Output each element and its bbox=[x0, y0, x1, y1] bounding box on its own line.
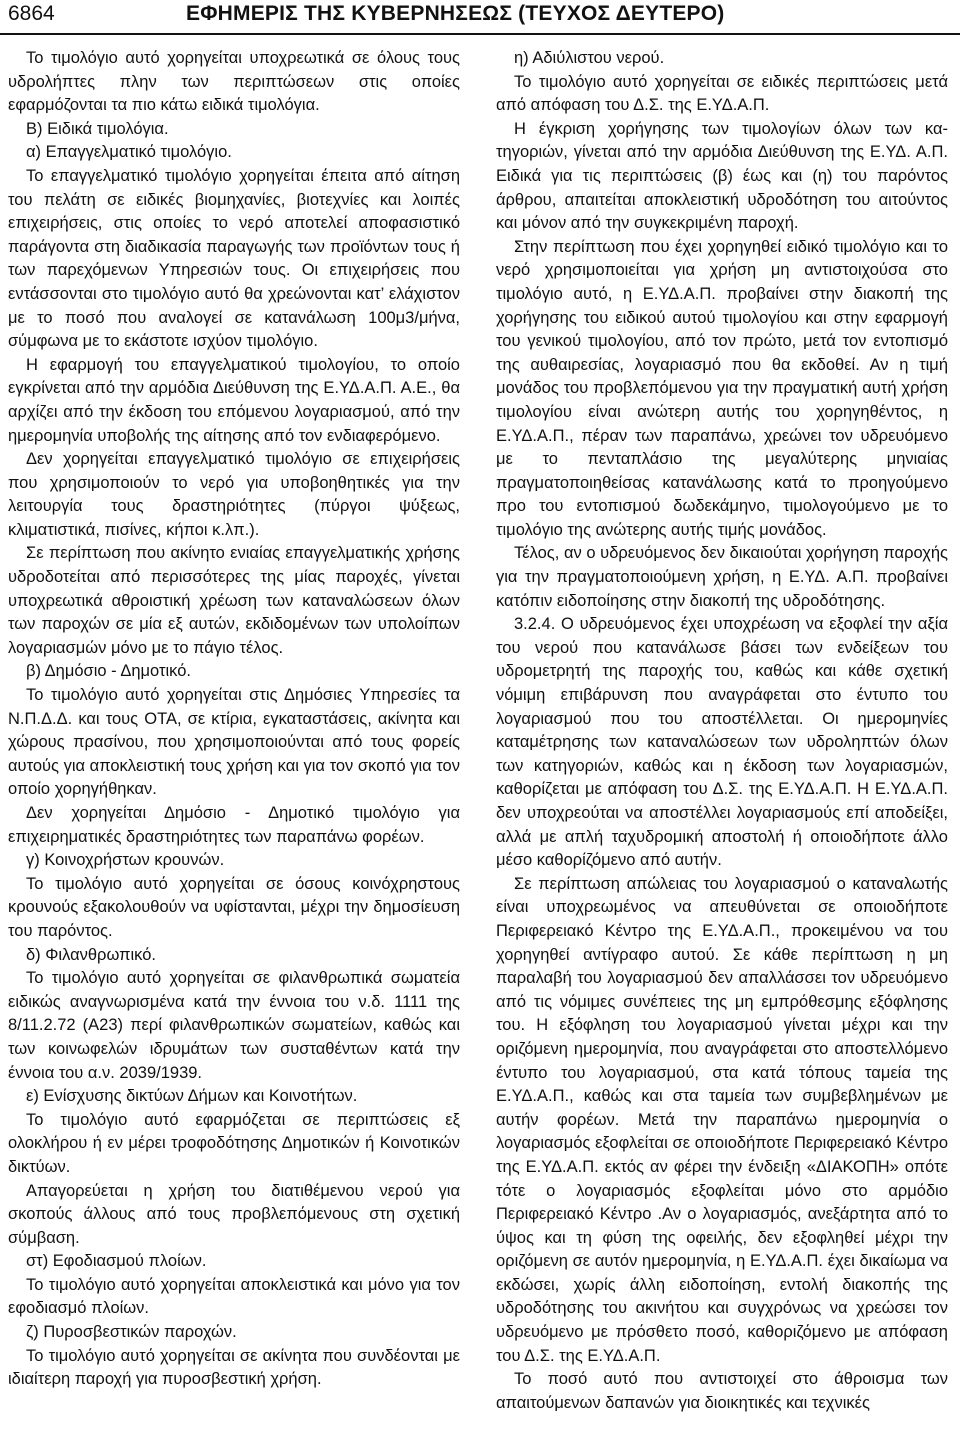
left-column bbox=[8, 47, 460, 1392]
paragraph: Το τιμολόγιο αυτό εφαρμόζεται σε περιπτώσεις εξ ολοκλήρου ή εν μέρει τροφοδότησης Δημοτικών ή Κοινοτικών δικτύων. bbox=[8, 1110, 460, 1176]
paragraph: Το τιμολόγιο αυτό χορηγείται σε φιλανθρωπικά σωματεία ειδικώς αναγνωρισμένα κατά την έννοια του ν.δ. 1111 της 8/11.2.72 (Α23) περί φιλανθρωπικών σωματείων, καθώς και των κοινωφελών ιδρυμάτων των συσταθέντων κατά την έννοια του α.ν. 2039/1939. bbox=[8, 969, 460, 1082]
paragraph: Δεν χορηγείται επαγγελματικό τιμολόγιο σε επιχειρήσεις που χρησιμοποιούν το νερό για υποβοηθητικές για την λειτουργία τους δραστηριότητες (πύργοι ψύξεως, κλιματιστικά, πισίνες, κήποι κ.λπ.). bbox=[8, 450, 460, 539]
paragraph: Η έγκριση χορήγησης των τιμολογίων όλων των κατηγοριών, γίνεται από την αρμόδια Διεύθυνση της Ε.ΥΔ. Α.Π. Ειδικά για τις περιπτώσεις (β) έως και (η) του παρόντος άρθρου, απαιτείται αποκλειστική υδροδότηση του αιτούντος και μόνον από την συγκεκριμένη παροχή. bbox=[496, 119, 948, 233]
paragraph: α) Επαγγελματικό τιμολόγιο. bbox=[26, 143, 232, 162]
paragraph: Τέλος, αν ο υδρευόμενος δεν δικαιούται χορήγηση παροχής για την πραγματοποιούμενη χρήση, η Ε.ΥΔ. Α.Π. προβαίνει κατόπιν ειδοποίησης στην διακοπή της υδροδότησης. bbox=[496, 544, 948, 610]
paragraph: δ) Φιλανθρωπικό. bbox=[26, 945, 156, 964]
paragraph: η) Αδιύλιστου νερού. bbox=[514, 49, 665, 67]
right-column bbox=[496, 47, 948, 1415]
paragraph: Το τιμολόγιο αυτό χορηγείται αποκλειστικά και μόνο για τον εφοδιασμό πλοίων. bbox=[8, 1275, 460, 1318]
paragraph: Το τιμολόγιο αυτό χορηγείται στις Δημόσιες Υπηρεσίες τα Ν.Π.Δ.Δ. και τους ΟΤΑ, σε κτίρια, εγκαταστάσεις, ακίνητα και χώρους πρασίνου, που χρησιμοποιούνται από τους φορείς αυτούς για αποκλειστική τους χρήση και για τον σκοπό για τον οποίο χορηγήθηκαν. bbox=[8, 686, 460, 799]
paragraph: Στην περίπτωση που έχει χορηγηθεί ειδικό τιμολόγιο και το νερό χρησιμοποιείται για χρήση μη αντιστοιχούσα στο τιμολόγιο αυτό, η Ε.ΥΔ.Α.Π. προβαίνει στην διακοπή της χορήγησης του ειδικού αυτού τιμολογίου και στην εφαρμογή του γενικού τιμολογίου, από τον πρώτο, μετά τον εντοπισμό της αυθαιρεσίας, λογαριασμό που θα εκδοθεί. Αν η τιμή μονάδος του προβλεπόμενου για την πραγματική αυτή χρήση τιμολογίου είναι ανώτερη αυτής του χορηγηθέντος, η Ε.ΥΔ.Α.Π., πέραν των παραπάνω, χρεώνει τον υδρευόμενο με το πενταπλάσιο της μεγαλύτερης μηνιαίας πραγματοποιηθείσας κατανάλωσης κατά το προηγούμενο προ του εντοπισμού δωδεκάμηνο, τιμολογούμενο με το τιμολόγιο της ανώτερης αυτής τιμής μονάδος. bbox=[496, 237, 948, 539]
paragraph: Δεν χορηγείται Δημόσιο - Δημοτικό τιμολόγιο για επιχειρηματικές δραστηριότητες των παραπάνω φορέων. bbox=[8, 804, 460, 846]
paragraph: Το τιμολόγιο αυτό χορηγείται σε όσους κοινόχρηστους κρουνούς εξακολουθούν να υφίστανται, μέχρι την δημοσίευση του παρόντος. bbox=[8, 874, 460, 940]
paragraph: Β) Ειδικά τιμολόγια. bbox=[26, 119, 169, 138]
header-rule bbox=[0, 33, 960, 35]
page-header bbox=[0, 0, 960, 30]
paragraph: Σε περίπτωση που ακίνητο ενιαίας επαγγελματικής χρήσης υδροδοτείται από περισσότερες της μίας παροχές, γίνεται υποχρεωτικά αθροιστική χρέωση των καταναλώσεων όλων των παροχών σε μία εξ αυτών, εκδιδομένων των υπολοίπων λογαριασμών μόνο με το πάγιο τέλος. bbox=[8, 544, 460, 657]
paragraph: ε) Ενίσχυσης δικτύων Δήμων και Κοινοτήτων. bbox=[26, 1087, 358, 1106]
paragraph: 3.2.4. Ο υδρευόμενος έχει υποχρέωση να εξοφλεί την αξία του νερού που κατανάλωσε βάσει των ενδείξεων του υδρομετρητή της παροχής του, καθώς και κάθε σχετική νόμιμη επιβάρυνση που αναγράφεται στο έντυπο του λογαριασμού που του αποστέλλεται. Οι ημερομηνίες καταμέτρησης των καταναλώσεων των υδροληπτών όλων των κατηγοριών, καθώς και η έκδοση των λογαριασμών, καθορίζεται με απόφαση του Δ.Σ. της Ε.ΥΔ.Α.Π. Η Ε.ΥΔ.Α.Π. δεν υποχρεούται να αποστέλλει λογαριασμούς επί αποδείξει, αλλά με απλή ταχυδρομική αποστολή ή οποιοδήποτε άλλο μέσο καθορίζόμενο από αυτήν. bbox=[496, 615, 948, 870]
paragraph: Το τιμολόγιο αυτό χορηγείται υποχρεωτικά σε όλους τους υδρολήπτες πλην των περιπτώσεων στις οποίες εφαρμόζονται τα πιο κάτω ειδικά τιμολόγια. bbox=[8, 49, 460, 115]
paragraph: στ) Εφοδιασμού πλοίων. bbox=[26, 1252, 207, 1271]
paragraph: γ) Κοινοχρήστων κρουνών. bbox=[26, 851, 225, 870]
page-number: 6864 bbox=[8, 2, 55, 25]
paragraph: Το επαγγελματικό τιμολόγιο χορηγείται έπειτα από αίτηση του πελάτη σε ειδικές βιομηχανίες, βιοτεχνίες και λοιπές επιχειρήσεις, στις οποίες το νερό αποτελεί αποφασιστικό παράγοντα στη διαδικασία παραγωγής των προϊόντων τους ή των παρεχόμενων Υπηρεσιών τους. Οι επιχειρήσεις που εντάσσονται στο τιμολόγιο αυτό θα χρεώνονται κατ’ ελάχιστον με το ποσό που αναλογεί σε κατανάλωση 100μ3/μήνα, σύμφωνα με το εκάστοτε ισχύον τιμολόγιο. bbox=[8, 166, 460, 351]
paragraph: Το τιμολόγιο αυτό χορηγείται σε ειδικές περιπτώσεις μετά από απόφαση του Δ.Σ. της Ε.ΥΔ.Α.Π. bbox=[496, 72, 948, 115]
paragraph: ζ) Πυροσβεστικών παροχών. bbox=[26, 1323, 237, 1342]
gazette-title: ΕΦΗΜΕΡΙΣ ΤΗΣ ΚΥΒΕΡΝΗΣΕΩΣ (ΤΕΥΧΟΣ ΔΕΥΤΕΡΟ) bbox=[186, 2, 725, 25]
paragraph: Σε περίπτωση απώλειας του λογαριασμού ο καταναλωτής είναι υποχρεωμένος να απευθύνεται σε οποιοδήποτε Περιφερειακό Κέντρο της Ε.ΥΔ.Α.Π., προκειμένου να του χορηγηθεί αντίγραφο αυτού. Σε κάθε περίπτωση η μη παραλαβή του λογαριασμού δεν απαλλάσσει τον υδρευόμενο από τις νόμιμες συνέπειες της μη εμπρόθεσμης εξόφλησης του. Η εξόφληση του λογαριασμού γίνεται μέχρι και την οριζόμενη ημερομηνία, που αναγράφεται στο αποστελλόμενο έντυπο του λογαριασμού, στα κατά τόπους ταμεία της Ε.ΥΔ.Α.Π., καθώς και στα ταμεία των συμβεβλημένων με αυτήν φορέων. Μετά την παραπάνω ημερομηνία ο λογαριασμός εξοφλείται σε οποιοδήποτε Περιφερειακό Κέντρο της Ε.ΥΔ.Α.Π. εκτός αν φέρει την ένδειξη «ΔΙΑΚΟΠΗ» οπότε τότε ο λογαριασμός εξοφλείται μόνο στο αρμόδιο Περιφερειακό Κέντρο .Αν ο λογαριασμός, ανεξάρτητα από το ύψος και τη φύση της οφειλής, δεν εξοφληθεί μέχρι την οριζόμενη σε αυτόν ημερομηνία, η Ε.ΥΔ.Α.Π. έχει δικαίωμα να εκδώσει, χωρίς άλλη ειδοποίηση, εντολή διακοπής της υδροδότησης του ακινήτου και συγχρόνως να χρεώσει τον υδρευόμενο με πρόσθετο ποσό, καθοριζόμενο με απόφαση του Δ.Σ. της Ε.ΥΔ.Α.Π. bbox=[496, 874, 948, 1365]
paragraph: β) Δημόσιο - Δημοτικό. bbox=[26, 662, 191, 681]
paragraph: Το τιμολόγιο αυτό χορηγείται σε ακίνητα που συνδέονται με ιδιαίτερη παροχή για πυροσβεστική χρήση. bbox=[8, 1346, 460, 1389]
paragraph: Απαγορεύεται η χρήση του διατιθέμενου νερού για σκοπούς άλλους από τους προβλεπόμενους στη σχετική σύμβαση. bbox=[8, 1181, 460, 1247]
paragraph: Η εφαρμογή του επαγγελματικού τιμολογίου, το οποίο εγκρίνεται από την αρμόδια Διεύθυνση της Ε.ΥΔ.Α.Π. Α.Ε., θα αρχίζει από την έκδοση του επόμενου λογαριασμού, από την ημερομηνία υποβολής της αίτησης από τον ενδιαφερόμενο. bbox=[8, 355, 460, 445]
paragraph: Το ποσό αυτό που αντιστοιχεί στο άθροισμα των απαιτούμενων δαπανών για διοικητικές και τεχνικές bbox=[496, 1370, 948, 1412]
